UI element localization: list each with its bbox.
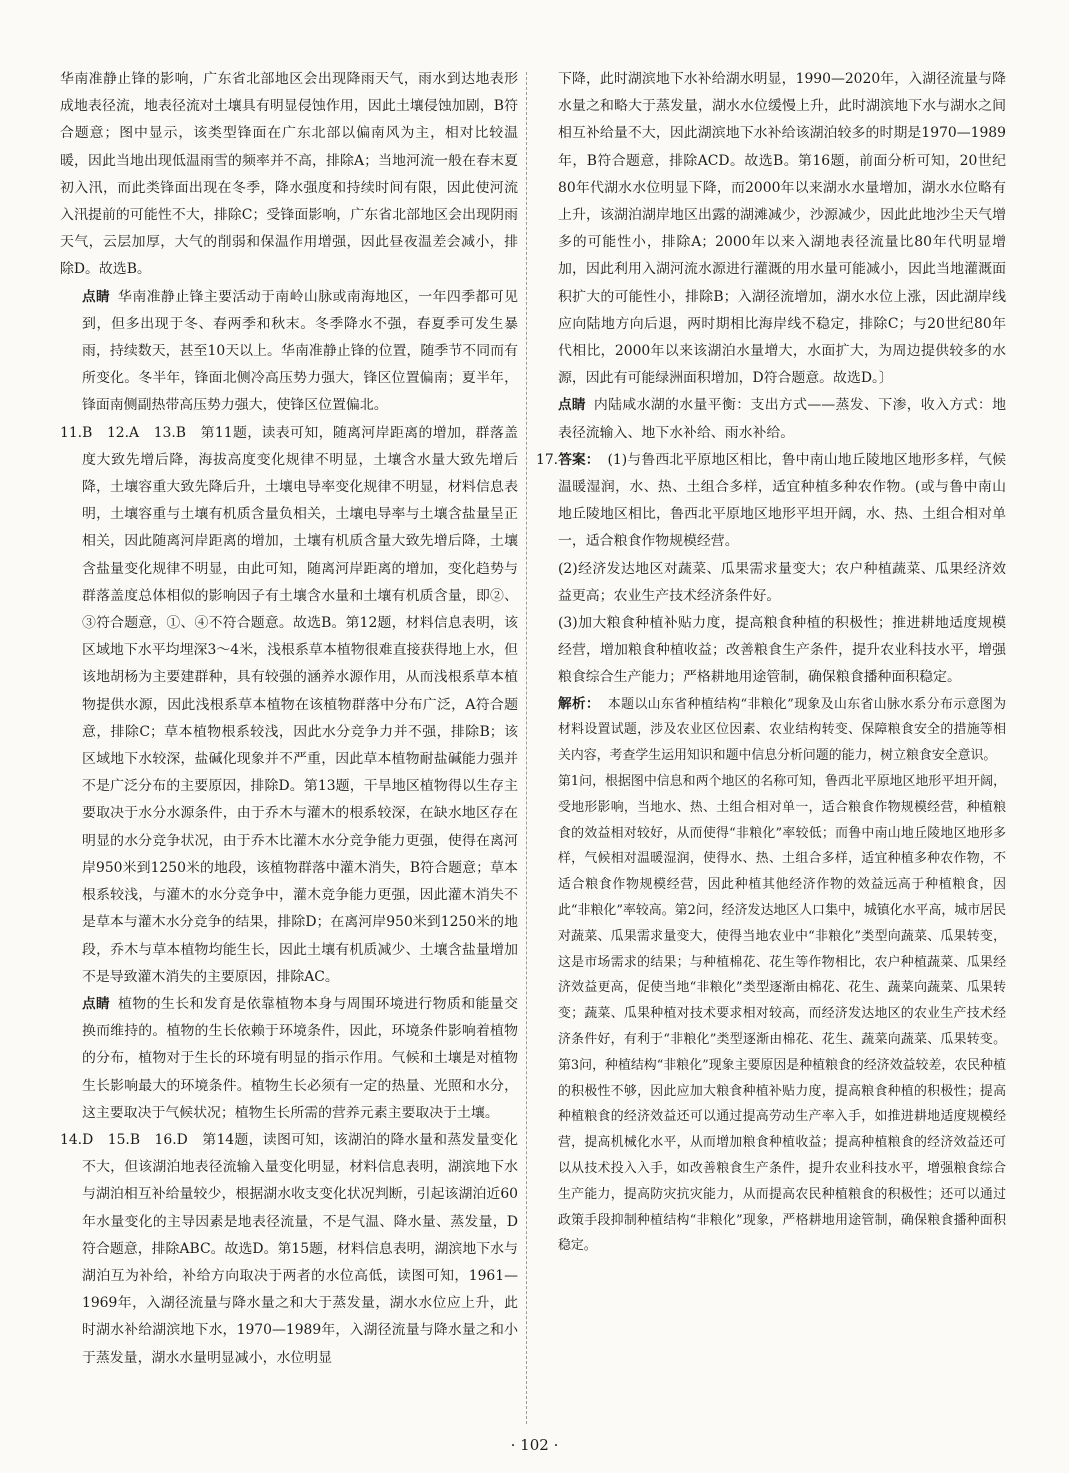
- note-q10: [60, 284, 518, 420]
- analysis: [536, 692, 1006, 769]
- question-number: 17.: [536, 451, 559, 468]
- page-number: · 102 ·: [510, 1436, 559, 1454]
- paragraph-q16-tail: 下降，此时湖滨地下水补给湖水明显，1990—2020年，入湖径流量与降水量之和略大于蒸发量，湖水水位缓慢上升，此时湖滨地下水与湖水之间相互补给量不大，因此湖滨地下水补给该湖泊较多的时期是1970—1989年，B符合题意，排除ACD。故选B。第16题，前面分析可知，20世纪80年代湖水水位明显下降，而2000年以来湖水水量增加，湖水水位略有上升，该湖泊湖岸地区出露的湖滩减少，沙源减少，因此此地沙尘天气增多的可能性小，排除A；2000年以来入湖地表径流量比80年代明显增加，因此利用入湖河流水源进行灌溉的用水量可能减小，因此当地灌溉面积扩大的可能性小，排除B；入湖径流增加，湖水水位上涨，因此湖岸线应向陆地方向后退，两时期相比海岸线不稳定，排除C；与20世纪80年代相比，2000年以来该湖泊水量增大，水面扩大，为周边提供较多的水源，因此有可能绿洲面积增加，D符合题意。故选D。〕: [558, 71, 1006, 387]
- note-q14-16: [536, 392, 1006, 446]
- note-text: 华南准静止锋主要活动于南岭山脉或南海地区，一年四季都可见到，但多出现于冬、春两季和秋末。冬季降水不强，春夏季可发生暴雨，持续数天，甚至10天以上。华南准静止锋的位置，随季节不同而有所变化。冬半年，锋面北侧冷高压势力强大，锋区位置偏南；夏半年，锋面南侧副热带高压势力强大，使锋区位置偏北。: [82, 288, 518, 414]
- analysis-label: 解析：: [558, 695, 600, 712]
- note-text: 植物的生长和发育是依靠植物本身与周围环境进行物质和能量交换而维持的。植物的生长依赖于环境条件，因此，环境条件影响着植物的分布，植物对于生长的环境有明显的指示作用。气候和土壤是对植物生长影响最大的环境条件。植物生长必须有一定的热量、光照和水分，这主要取决于气候状况；植物生长所需的营养元素主要取决于土壤。: [82, 995, 518, 1121]
- note-label: 点睛: [82, 995, 111, 1012]
- left-column: [60, 66, 518, 1372]
- answer-label: 答案：: [558, 451, 600, 468]
- answer-q17: [536, 447, 1006, 556]
- analysis-text: 本题以山东省种植结构“非粮化”现象及山东省山脉水系分布示意图为材料设置试题，涉及农业区位因素、农业结构转变、保障粮食安全的措施等相关内容，考查学生运用知识和题中信息分析问题的能力，树立粮食安全意识。: [558, 696, 1006, 764]
- answer-part-2: (2)经济发达地区对蔬菜、瓜果需求量变大；农户种植蔬菜、瓜果经济效益更高；农业生产技术经济条件好。: [558, 560, 1006, 604]
- answer-q14-16: 14.D 15.B 16.D 第14题，读图可知，该湖泊的降水量和蒸发量变化不大，但该湖泊地表径流输入量变化明显，材料信息表明，湖滨地下水与湖泊相互补给量较少，根据湖水收支变化状况判断，引起该湖泊近60年水量变化的主导因素是地表径流量，不是气温、降水量、蒸发量，D符合题意，排除ABC。故选D。第15题，材料信息表明，湖滨地下水与湖泊互为补给，补给方向取决于两者的水位高低，读图可知，1961—1969年，入湖径流量与降水量之和大于蒸发量，湖水水位应上升，此时湖水补给湖滨地下水，1970—1989年，入湖径流量与降水量之和小于蒸发量，湖水水量明显减小，水位明显: [60, 1131, 518, 1366]
- note-label: 点睛: [558, 397, 586, 414]
- paragraph-q10-tail: 华南准静止锋的影响，广东省北部地区会出现降雨天气，雨水到达地表形成地表径流，地表径流对土壤具有明显侵蚀作用，因此土壤侵蚀加剧，B符合题意；图中显示，该类型锋面在广东北部以偏南风为主，相对比较温暖，因此当地出现低温雨雪的频率并不高，排除A；当地河流一般在春末夏初入汛，而此类锋面出现在冬季，降水强度和持续时间有限，因此使河流入汛提前的可能性不大，排除C；受锋面影响，广东省北部地区会出现阴雨天气，云层加厚，大气的削弱和保温作用增强，因此昼夜温差会减小，排除D。故选B。: [60, 71, 518, 278]
- note-label: 点睛: [82, 288, 111, 305]
- right-column: [536, 66, 1006, 1259]
- note-q11-13: [60, 991, 518, 1127]
- answer-q11-13: 11.B 12.A 13.B 第11题，读表可知，随离河岸距离的增加，群落盖度大致先增后降，海拔高度变化规律不明显，土壤含水量大致先增后降，土壤容重大致先降后升，土壤电导率变化规律不明显，材料信息表明，土壤容重与土壤有机质含量负相关，土壤电导率与土壤含盐量呈正相关，因此随离河岸距离的增加，土壤有机质含量大致先增后降，土壤含盐量变化规律不明显，由此可知，随离河岸距离的增加，变化趋势与群落盖度总体相似的影响因子有土壤含水量和土壤有机质含量，即②、③符合题意，①、④不符合题意。故选B。第12题，材料信息表明，该区域地下水平均埋深3～4米，浅根系草本植物很难直接获得地上水，但该地胡杨为主要建群种，具有较强的涵养水源作用，从而浅根系草本植物提供水源，因此浅根系草本植物在该植物群落中分布广泛，A符合题意，排除C；草本植物根系较浅，因此水分竞争力并不强，排除B；该区域地下水较深，盐碱化现象并不严重，因此草本植物耐盐碱能力强并不是广泛分布的主要原因，排除D。第13题，干旱地区植物得以生存主要取决于水分水源条件，由于乔木与灌木的根系较深，在缺水地区存在明显的水分竞争状况，由于乔木比灌木水分竞争能力更强，使得在离河岸950米到1250米的地段，该植物群落中灌木消失，B符合题意；草本根系较浅，与灌木的水分竞争中，灌木竞争能力更强，因此灌木消失不是草本与灌木水分竞争的结果，排除D；在离河岸950米到1250米的地段，乔木与草本植物均能生长，因此土壤有机质减少、土壤含盐量增加不是导致灌木消失的主要原因，排除AC。: [60, 424, 518, 985]
- answer-part-1: (1)与鲁西北平原地区相比，鲁中南山地丘陵地区地形多样，气候温暖湿润，水、热、土组合多样，适宜种植多种农作物。(或与鲁中南山地丘陵地区相比，鲁西北平原地区地形平坦开阔，水、热、土组合相对单一，适合粮食作物规模经营。: [558, 451, 1007, 550]
- note-text: 内陆咸水湖的水量平衡：支出方式——蒸发、下渗，收入方式：地表径流输入、地下水补给、雨水补给。: [558, 397, 1006, 441]
- analysis-detail: 第1问，根据图中信息和两个地区的名称可知，鲁西北平原地区地形平坦开阔，受地形影响，当地水、热、土组合相对单一，适合粮食作物规模经营，种植粮食的效益相对较好，从而使得“非粮化”率较低；而鲁中南山地丘陵地区地形多样，气候相对温暖湿润，使得水、热、土组合多样，适宜种植多种农作物，不适合粮食作物规模经营，因此种植其他经济作物的效益远高于种植粮食，因此“非粮化”率较高。第2问，经济发达地区人口集中，城镇化水平高，城市居民对蔬菜、瓜果需求量变大，使得当地农业中“非粮化”类型向蔬菜、瓜果转变，这是市场需求的结果；与种植棉花、花生等作物相比，农户种植蔬菜、瓜果经济效益更高，促使当地“非粮化”类型逐渐由棉花、花生、蔬菜向蔬菜、瓜果转变；蔬菜、瓜果种植对技术要求相对较高，而经济发达地区的农业生产技术经济条件好，有利于“非粮化”类型逐渐由棉花、花生、蔬菜向蔬菜、瓜果转变。第3问，种植结构“非粮化”现象主要原因是种植粮食的经济效益较差，农民种植的积极性不够，因此应加大粮食种植补贴力度，提高粮食种植的积极性；提高种植粮食的经济效益还可以通过提高劳动生产率入手，如推进耕地适度规模经营，提高机械化水平，从而增加粮食种植收益；提高种植粮食的经济效益还可以从技术投入入手，如改善粮食生产条件，提升农业科技水平，增强粮食综合生产能力，提高防灾抗灾能力，从而提高农民种植粮食的积极性；还可以通过政策手段抑制种植结构“非粮化”现象，严格耕地用途管制，确保粮食播种面积稳定。: [558, 774, 1006, 1254]
- column-divider: [526, 72, 527, 1424]
- answer-part-3: (3)加大粮食种植补贴力度，提高粮食种植的积极性；推进耕地适度规模经营，增加粮食种植收益；改善粮食生产条件，提升农业科技水平，增强粮食综合生产能力；严格耕地用途管制，确保粮食播种面积稳定。: [558, 615, 1006, 686]
